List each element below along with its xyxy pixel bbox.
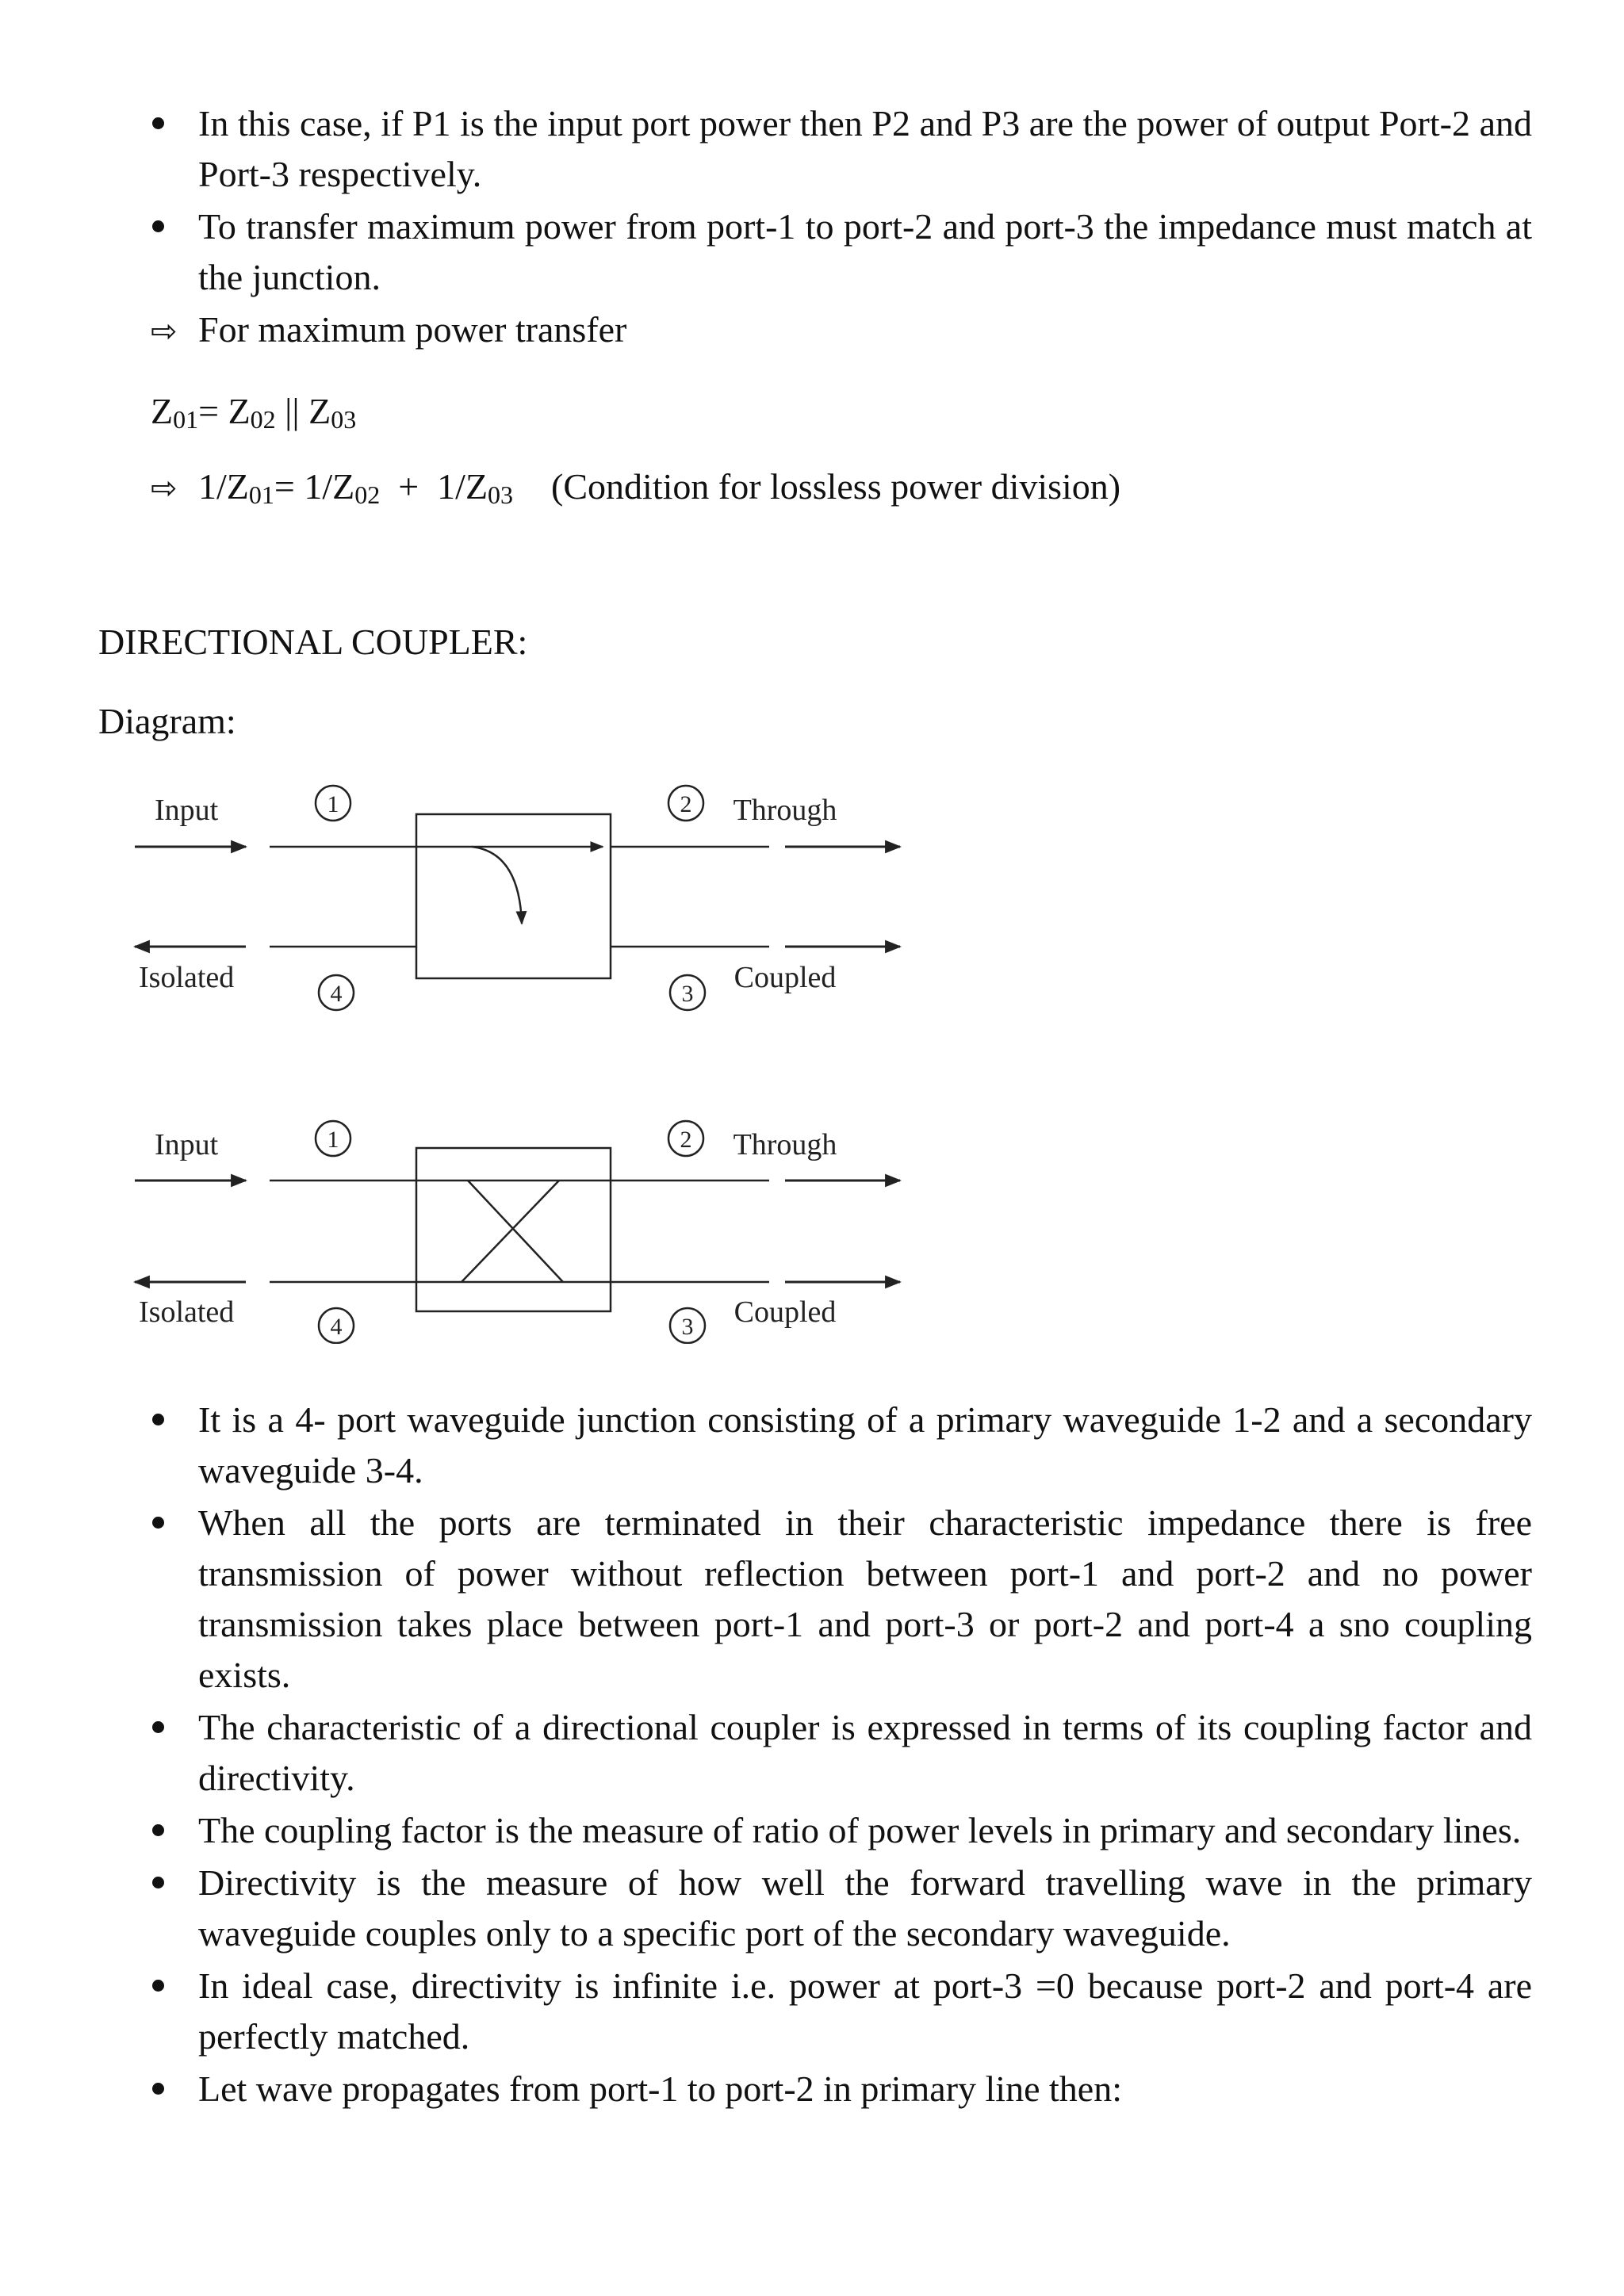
top-input-label: Input (155, 794, 219, 827)
formula2-sub-02: 02 (354, 480, 381, 509)
bottom-isolated-label: Isolated (139, 1295, 235, 1329)
body-bullet-1: It is a 4- port waveguide junction consisting of a primary waveguide 1-2 and a secondary waveguide 3-4. (198, 1395, 1532, 1496)
formula-parallel-impedance (151, 386, 356, 437)
top-port-1 (316, 786, 350, 821)
diagram-label: Diagram: (98, 701, 236, 741)
svg-text:2: 2 (680, 1127, 692, 1153)
arrow-icon: ⇨ (151, 313, 178, 350)
max-power-line (151, 304, 626, 357)
formula1-z2: Z (228, 391, 251, 431)
intro-bullet-list (198, 98, 1532, 304)
arrow-icon: ⇨ (151, 470, 178, 507)
svg-text:1: 1 (327, 791, 339, 817)
directional-coupler-diagram (119, 773, 912, 1344)
svg-text:4: 4 (330, 1314, 343, 1340)
svg-text:3: 3 (681, 1314, 694, 1340)
top-isolated-label: Isolated (139, 961, 235, 994)
svg-text:2: 2 (680, 791, 692, 817)
formula1-sub-02: 02 (250, 405, 276, 434)
bottom-port-1 (316, 1121, 350, 1156)
formula1-parallel: || (275, 391, 309, 431)
bottom-through-label: Through (733, 1128, 837, 1161)
formula2-sub-01: 01 (248, 480, 274, 509)
svg-text:3: 3 (681, 981, 694, 1007)
body-bullet-7: Let wave propagates from port-1 to port-2 in primary line then: (198, 2064, 1532, 2114)
body-bullet-6: In ideal case, directivity is infinite i.e. power at port-3 =0 because port-2 and port-4 are perfectly matched. (198, 1961, 1532, 2062)
svg-text:4: 4 (330, 981, 343, 1007)
formula-lossless-condition (151, 461, 1120, 514)
section-heading: DIRECTIONAL COUPLER: (98, 622, 528, 662)
bottom-input-label: Input (155, 1128, 219, 1161)
svg-text:1: 1 (327, 1127, 339, 1153)
formula2-sub-03: 03 (488, 480, 514, 509)
top-coupling-curve-arrow (472, 847, 522, 924)
formula2-eq: = 1/Z (274, 466, 355, 507)
formula1-sub-01: 01 (173, 405, 199, 434)
formula2-plus: + 1/Z (380, 466, 488, 507)
bottom-port-4 (319, 1308, 354, 1343)
bottom-cross-line-1 (462, 1181, 559, 1282)
intro-bullet-1: In this case, if P1 is the input port power then P2 and P3 are the power of output Port-2 and Port-3 respectively. (198, 98, 1532, 200)
top-port-2 (668, 786, 703, 821)
bottom-cross-line-2 (468, 1181, 563, 1282)
bottom-port-3 (670, 1308, 705, 1343)
formula1-eq: = (198, 391, 228, 431)
coupler-diagram-top (135, 786, 900, 1010)
max-power-text: For maximum power transfer (198, 309, 627, 350)
top-port-4 (319, 975, 354, 1010)
intro-bullet-2: To transfer maximum power from port-1 to port-2 and port-3 the impedance must match at the junction. (198, 201, 1532, 303)
top-port-3 (670, 975, 705, 1010)
top-through-label: Through (733, 794, 837, 827)
top-coupled-label: Coupled (733, 961, 837, 994)
formula2-condition: (Condition for lossless power division) (551, 466, 1121, 507)
top-coupler-box (416, 814, 611, 978)
coupler-diagram-bottom (135, 1121, 900, 1343)
body-bullet-3: The characteristic of a directional coupler is expressed in terms of its coupling factor and directivity. (198, 1702, 1532, 1804)
formula2-a: 1/Z (198, 466, 249, 507)
body-bullet-2: When all the ports are terminated in their characteristic impedance there is free transmission of power without reflection between port-1 and port-2 and no power transmission takes place between port-1 and port-3 or port-2 and port-4 a sno coupling exists. (198, 1498, 1532, 1701)
formula1-z3: Z (308, 391, 331, 431)
body-bullet-4: The coupling factor is the measure of ratio of power levels in primary and secondary lines. (198, 1805, 1532, 1856)
body-bullet-5: Directivity is the measure of how well the forward travelling wave in the primary waveguide couples only to a specific port of the secondary waveguide. (198, 1858, 1532, 1959)
bottom-coupled-label: Coupled (733, 1295, 837, 1329)
body-bullet-list (198, 1395, 1532, 2116)
bottom-port-2 (668, 1121, 703, 1156)
formula1-z1: Z (151, 391, 174, 431)
formula1-sub-03: 03 (331, 405, 357, 434)
